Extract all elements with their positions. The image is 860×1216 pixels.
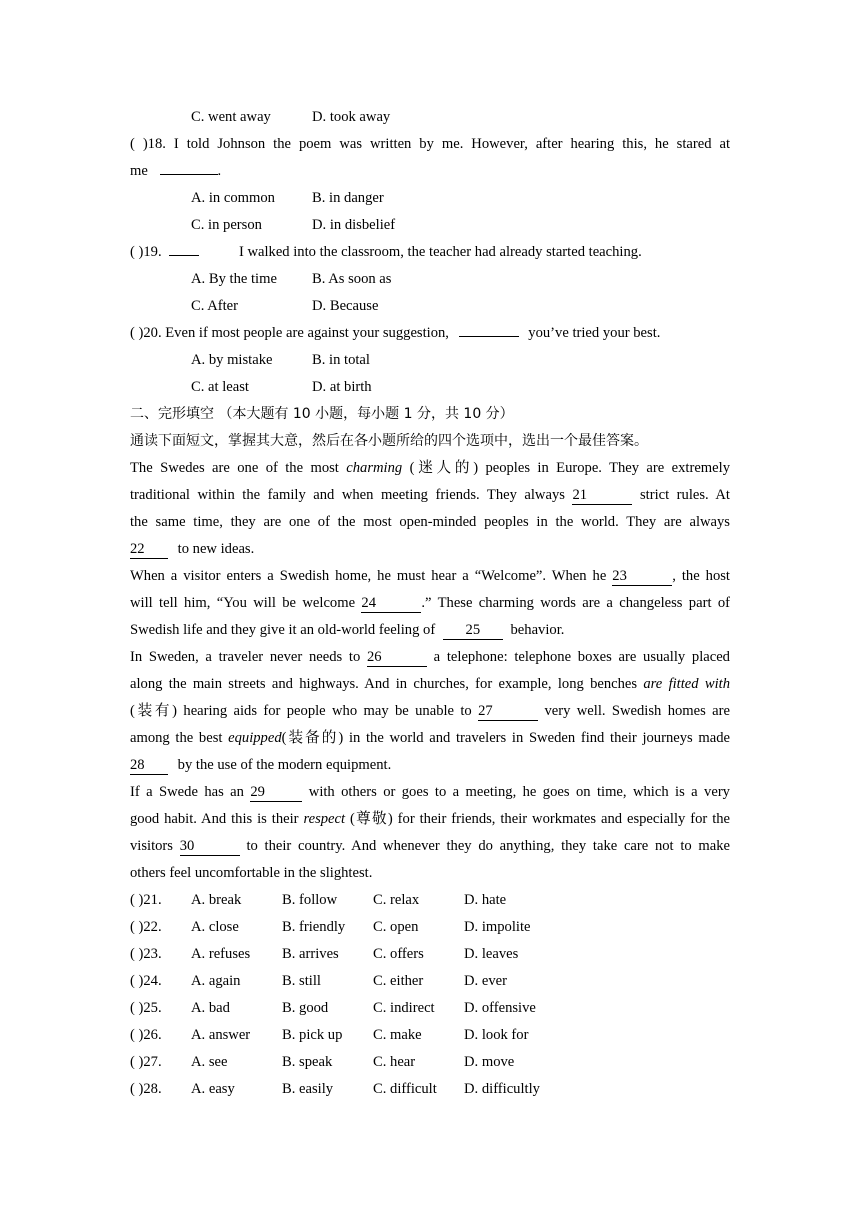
q18-stem-end: me [130,163,148,179]
q20-option-c: C. at least [191,379,249,395]
cloze-option-d: D. leaves [464,946,519,962]
passage-text: traditional within the family and when meeting friends. They always [130,487,565,503]
passage-p3-line2 [130,671,730,698]
q18-option-d: D. in disbelief [312,217,396,233]
q18-stem-line1: ( )18. I told Johnson the poem was written by me. However, after hearing this, he stared at [130,136,730,152]
cloze-option-b: B. good [282,1000,329,1016]
passage-p4-line3 [130,833,730,860]
q19-option-a: A. By the time [191,271,277,287]
passage-text: In Sweden, a traveler never needs to [130,649,361,665]
cloze-option-c: C. relax [373,892,420,908]
cloze-option-b: B. pick up [282,1027,343,1043]
cloze-blank-28: 28 [130,756,168,775]
cloze-number: ( )27. [130,1054,162,1070]
cloze-number: ( )26. [130,1027,162,1043]
q19-options-ab [130,266,730,293]
cloze-item [130,1076,730,1103]
q19-option-d: D. Because [312,298,379,314]
cloze-blank-30: 30 [180,837,240,856]
section2-instruction: 通读下面短文，掌握其大意，然后在各小题所给的四个选项中，选出一个最佳答案。 [130,433,648,449]
passage-italic: charming [346,460,403,476]
cloze-option-a: A. refuses [191,946,251,962]
passage-text: (装有) hearing aids for people who may be unable to [130,703,472,719]
cloze-number: ( )22. [130,919,162,935]
passage-p4-line4: others feel uncomfortable in the slightest. [130,865,373,881]
cloze-option-a: A. see [191,1054,228,1070]
passage-p4-line1 [130,779,730,806]
cloze-item [130,887,730,914]
cloze-number: ( )25. [130,1000,162,1016]
cloze-option-c: C. indirect [373,1000,435,1016]
cloze-option-c: C. make [373,1027,422,1043]
q18-option-b: B. in danger [312,190,384,206]
cloze-blank-26: 26 [367,648,427,667]
cloze-option-d: D. offensive [464,1000,536,1016]
cloze-option-a: A. break [191,892,242,908]
passage-text: will tell him, “You will be welcome [130,595,356,611]
passage-text: When a visitor enters a Swedish home, he must hear a “Welcome”. When he [130,568,607,584]
passage-text: a telephone: telephone boxes are usually placed [433,649,730,665]
passage-p1-line3: the same time, they are one of the most open-minded peoples in the world. They are always [130,514,730,530]
passage-text: .” These charming words are a changeless part of [421,595,730,611]
cloze-blank-24: 24 [361,594,421,613]
cloze-option-c: C. either [373,973,424,989]
passage-p2-line3 [130,617,730,644]
q19-option-c: C. After [191,298,239,314]
cloze-item [130,941,730,968]
q20-blank [459,336,519,337]
passage-text: Swedish life and they give it an old-world feeling of [130,622,436,638]
passage-text: to new ideas. [177,541,255,557]
passage-italic: respect [303,811,346,827]
passage-p3-line5 [130,752,730,779]
passage-text: good habit. And this is their [130,811,299,827]
cloze-number: ( )23. [130,946,162,962]
cloze-option-c: C. hear [373,1054,416,1070]
passage-text: (装备的) in the world and travelers in Sweden find their journeys made [281,730,730,746]
cloze-blank-23: 23 [612,567,672,586]
passage-p3-line1 [130,644,730,671]
q20-options-cd [130,374,730,401]
cloze-option-b: B. friendly [282,919,346,935]
cloze-option-a: A. answer [191,1027,251,1043]
cloze-option-c: C. offers [373,946,424,962]
q17-option-c: C. went away [191,109,271,125]
passage-text: with others or goes to a meeting, he goes on time, which is a very [308,784,730,800]
q19-number: ( )19. [130,244,162,260]
q19-text: I walked into the classroom, the teacher had already started teaching. [238,244,642,260]
cloze-item [130,914,730,941]
q20-options-ab [130,347,730,374]
q19-blank [169,255,199,256]
passage-text: very well. Swedish homes are [544,703,730,719]
q20-stem [130,320,730,347]
cloze-option-b: B. easily [282,1081,334,1097]
q18-period: . [217,163,222,179]
cloze-option-a: A. again [191,973,241,989]
passage-text: visitors [130,838,173,854]
cloze-option-b: B. speak [282,1054,333,1070]
passage-text: If a Swede has an [130,784,244,800]
cloze-option-c: C. open [373,919,419,935]
cloze-item [130,968,730,995]
cloze-number: ( )21. [130,892,162,908]
passage-text: , the host [672,568,730,584]
passage-text: The Swedes are one of the most [130,460,339,476]
passage-text: (迷人的) peoples in Europe. They are extremely [409,460,730,476]
cloze-option-b: B. still [282,973,321,989]
cloze-option-b: B. follow [282,892,338,908]
passage-p3-line3 [130,698,730,725]
passage-text: (尊敬) for their friends, their workmates and especially for the [350,811,731,827]
q18-option-a: A. in common [191,190,275,206]
cloze-blank-29: 29 [250,783,302,802]
cloze-number: ( )24. [130,973,162,989]
cloze-option-d: D. impolite [464,919,531,935]
exam-page [130,104,730,1103]
cloze-option-c: C. difficult [373,1081,437,1097]
passage-text: by the use of the modern equipment. [177,757,392,773]
cloze-blank-22: 22 [130,540,168,559]
q18-option-c: C. in person [191,217,262,233]
q20-text: you’ve tried your best. [528,325,661,341]
cloze-option-d: D. ever [464,973,507,989]
cloze-option-d: D. hate [464,892,507,908]
passage-text: along the main streets and highways. And in churches, for example, long benches [130,676,638,692]
q17-options-cd [130,104,730,131]
cloze-option-a: A. close [191,919,239,935]
cloze-item [130,995,730,1022]
passage-p1-line2 [130,482,730,509]
passage-p2-line2 [130,590,730,617]
q18-blank [160,174,218,175]
q20-option-b: B. in total [312,352,370,368]
q18-options-ab [130,185,730,212]
cloze-blank-27: 27 [478,702,538,721]
cloze-option-a: A. easy [191,1081,235,1097]
q19-stem [130,239,730,266]
passage-p1-line4 [130,536,730,563]
q19-option-b: B. As soon as [312,271,392,287]
cloze-blank-21: 21 [572,486,632,505]
cloze-option-d: D. difficultly [464,1081,540,1097]
passage-p4-line2 [130,806,730,833]
passage-p3-line4 [130,725,730,752]
passage-italic: are fitted with [643,676,730,692]
q17-option-d: D. took away [312,109,391,125]
q20-option-a: A. by mistake [191,352,273,368]
q20-option-d: D. at birth [312,379,372,395]
cloze-option-d: D. look for [464,1027,529,1043]
passage-text: among the best [130,730,223,746]
cloze-option-b: B. arrives [282,946,339,962]
passage-text: behavior. [510,622,565,638]
passage-italic: equipped [228,730,282,746]
passage-p1-line1 [130,455,730,482]
passage-text: to their country. And whenever they do anything, they take care not to make [246,838,731,854]
passage-text: strict rules. At [639,487,730,503]
cloze-option-a: A. bad [191,1000,230,1016]
cloze-item [130,1049,730,1076]
passage-p2-line1 [130,563,730,590]
q19-options-cd [130,293,730,320]
section2-heading: 二、完形填空 （本大题有 10 小题，每小题 1 分，共 10 分） [130,406,514,422]
q20-number-stem: ( )20. Even if most people are against your suggestion, [130,325,449,341]
cloze-blank-25: 25 [443,621,503,640]
cloze-number: ( )28. [130,1081,162,1097]
cloze-option-d: D. move [464,1054,515,1070]
cloze-item [130,1022,730,1049]
q18-options-cd [130,212,730,239]
cloze-options-list [130,887,730,1103]
q18-stem-line2 [130,158,730,185]
